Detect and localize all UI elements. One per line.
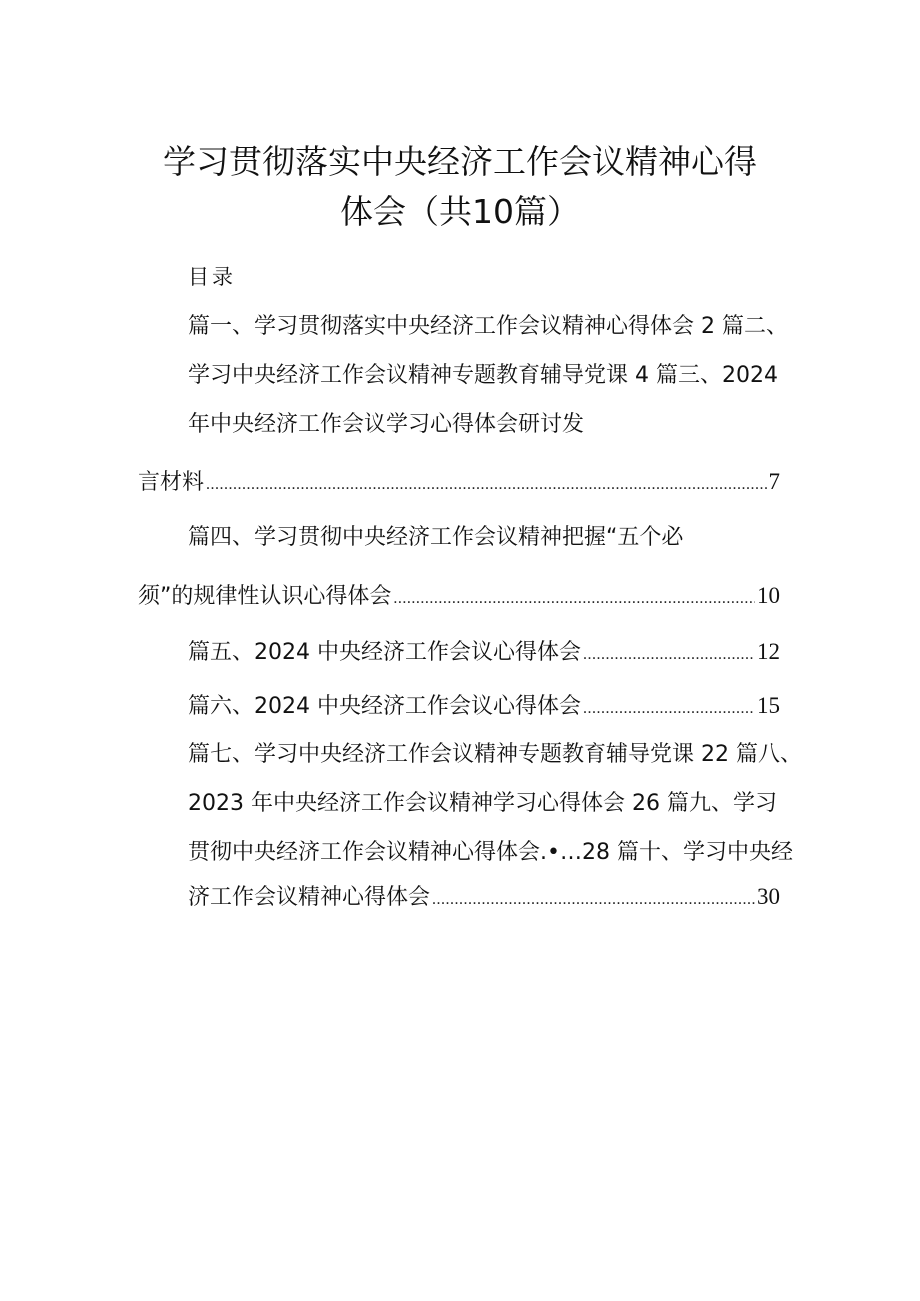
toc-entry-7-8-line: 篇七、学习中央经济工作会议精神专题教育辅导党课 22 篇八、	[188, 742, 802, 767]
toc-entry-4-tail	[138, 581, 780, 614]
dot-leader	[206, 470, 766, 500]
document-title-line-1: 学习贯彻落实中央经济工作会议精神心得	[163, 142, 757, 181]
toc-entry-1-2-line: 篇一、学习贯彻落实中央经济工作会议精神心得体会 2 篇二、	[188, 314, 788, 339]
toc-page-number: 12	[757, 639, 780, 664]
dot-leader	[583, 640, 755, 670]
dot-leader	[432, 885, 755, 915]
toc-entry-2-3-line: 学习中央经济工作会议精神专题教育辅导党课 4 篇三、2024	[188, 363, 778, 388]
dot-leader	[583, 694, 755, 724]
toc-page-number: 7	[768, 469, 780, 494]
toc-entry-3-line: 年中央经济工作会议学习心得体会研讨发	[188, 412, 585, 437]
toc-entry-8-9-line: 2023 年中央经济工作会议精神学习心得体会 26 篇九、学习	[188, 791, 777, 816]
toc-entry-3-tail	[138, 467, 780, 500]
toc-entry-6	[188, 691, 780, 724]
toc-entry-text: 济工作会议精神心得体会	[188, 885, 431, 910]
dot-leader	[393, 584, 755, 614]
toc-page-number: 10	[757, 583, 780, 608]
document-title-line-2: 体会（共10篇）	[340, 192, 580, 231]
toc-entry-text: 言材料	[138, 470, 205, 495]
toc-heading: 目录	[188, 265, 236, 289]
toc-entry-text: 须”的规律性认识心得体会	[138, 584, 392, 609]
toc-entry-10-tail	[188, 882, 780, 915]
toc-entry-text: 篇六、2024 中央经济工作会议心得体会	[188, 694, 581, 719]
toc-page-number: 15	[757, 693, 780, 718]
toc-entry-9-10-line: 贯彻中央经济工作会议精神心得体会.•…28 篇十、学习中央经	[188, 840, 793, 865]
toc-entry-5	[188, 637, 780, 670]
toc-page-number: 30	[757, 884, 780, 909]
toc-entry-4-line: 篇四、学习贯彻中央经济工作会议精神把握“五个必	[188, 525, 684, 550]
toc-entry-text: 篇五、2024 中央经济工作会议心得体会	[188, 640, 581, 665]
